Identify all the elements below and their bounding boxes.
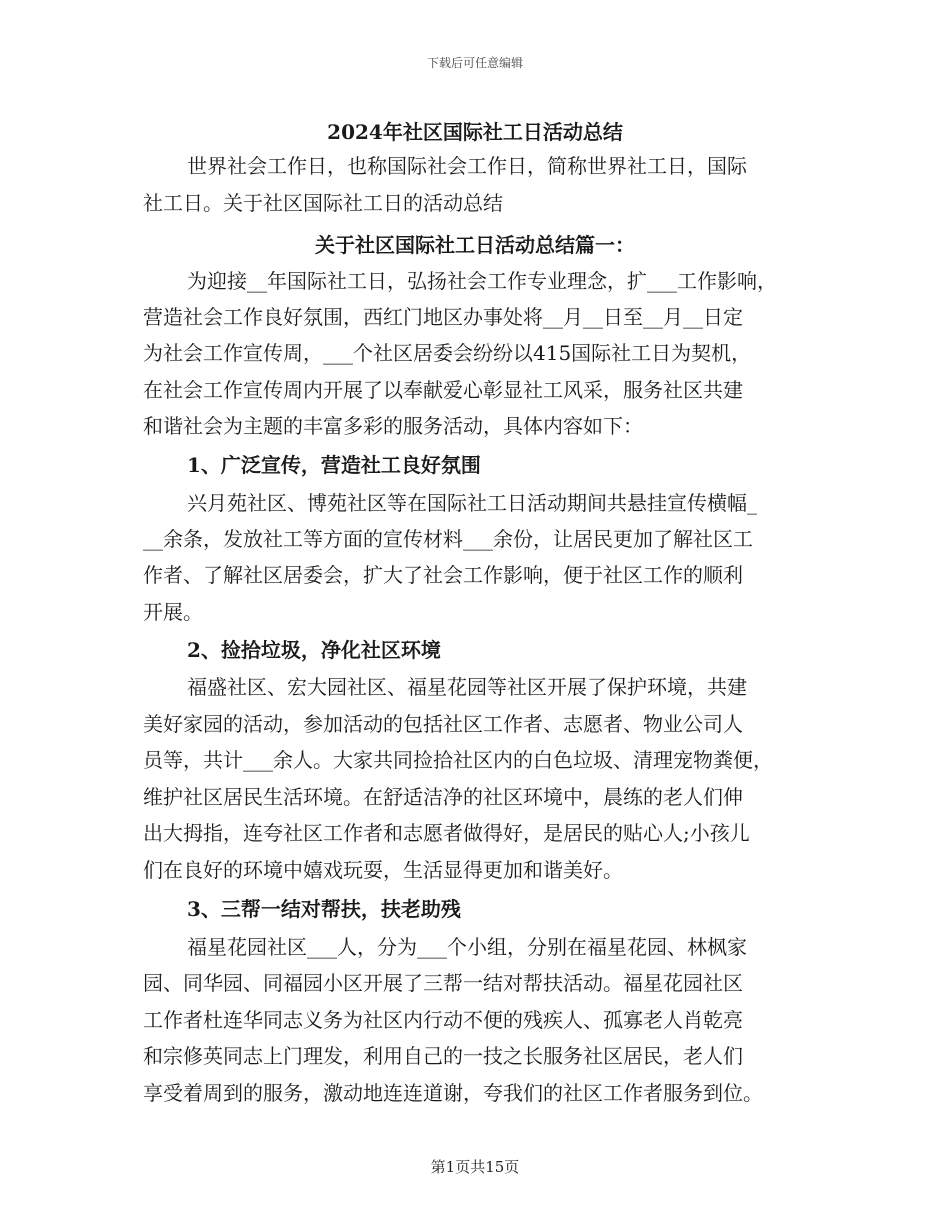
paragraph-line: 工作者杜连华同志义务为社区内行动不便的残疾人、孤寡老人肖乾亮: [143, 1008, 743, 1032]
paragraph-line: 园、同华园、同福园小区开展了三帮一结对帮扶活动。福星花园社区: [143, 971, 743, 995]
paragraph-line: 营造社会工作良好氛围，西红门地区办事处将__月__日至__月__日定: [143, 305, 743, 329]
paragraph-line: 为迎接__年国际社工日，弘扬社会工作专业理念，扩___工作影响，: [187, 269, 777, 293]
page-number: 第1页共15页: [430, 1158, 520, 1176]
paragraph-line: 开展。: [143, 600, 203, 624]
heading-3: 3、三帮一结对帮扶，扶老助残: [187, 897, 461, 921]
paragraph-line: 出大拇指，连夸社区工作者和志愿者做得好，是居民的贴心人;小孩儿: [143, 821, 750, 845]
heading-1: 1、广泛宣传，营造社工良好氛围: [187, 453, 481, 477]
paragraph-line: 美好家园的活动，参加活动的包括社区工作者、志愿者、物业公司人: [143, 712, 743, 736]
paragraph-line: 和宗修英同志上门理发，利用自己的一技之长服务社区居民，老人们: [143, 1044, 743, 1068]
intro-line: 社工日。关于社区国际社工日的活动总结: [143, 191, 503, 215]
page-header-note: 下载后可任意编辑: [426, 56, 523, 70]
paragraph-line: 维护社区居民生活环境。在舒适洁净的社区环境中，晨练的老人们伸: [143, 785, 743, 809]
paragraph-line: 福星花园社区___人，分为___个小组，分别在福星花园、林枫家: [187, 935, 747, 959]
paragraph-line: 们在良好的环境中嬉戏玩耍，生活显得更加和谐美好。: [143, 858, 623, 882]
doc-title: 2024年社区国际社工日活动总结: [327, 120, 623, 144]
paragraph-line: 兴月苑社区、博苑社区等在国际社工日活动期间共悬挂宣传横幅_: [187, 491, 757, 515]
heading-2: 2、捡拾垃圾，净化社区环境: [187, 638, 441, 662]
paragraph-line: 和谐社会为主题的丰富多彩的服务活动，具体内容如下：: [143, 414, 643, 438]
paragraph-line: 享受着周到的服务，激动地连连道谢，夸我们的社区工作者服务到位。: [143, 1081, 763, 1105]
paragraph-line: __余条，发放社工等方面的宣传材料___余份，让居民更加了解社区工: [143, 527, 753, 551]
intro-line: 世界社会工作日，也称国际社会工作日，简称世界社工日，国际: [187, 154, 747, 178]
paragraph-line: 在社会工作宣传周内开展了以奉献爱心彰显社工风采，服务社区共建: [143, 378, 743, 402]
paragraph-line: 为社会工作宣传周，___个社区居委会纷纷以415国际社工日为契机，: [143, 341, 752, 365]
section-subtitle: 关于社区国际社工日活动总结篇一：: [315, 233, 635, 257]
paragraph-line: 作者、了解社区居委会，扩大了社会工作影响，便于社区工作的顺利: [143, 563, 743, 587]
paragraph-line: 福盛社区、宏大园社区、福星花园等社区开展了保护环境，共建: [187, 675, 747, 699]
paragraph-line: 员等，共计___余人。大家共同捡拾社区内的白色垃圾、清理宠物粪便，: [143, 748, 773, 772]
